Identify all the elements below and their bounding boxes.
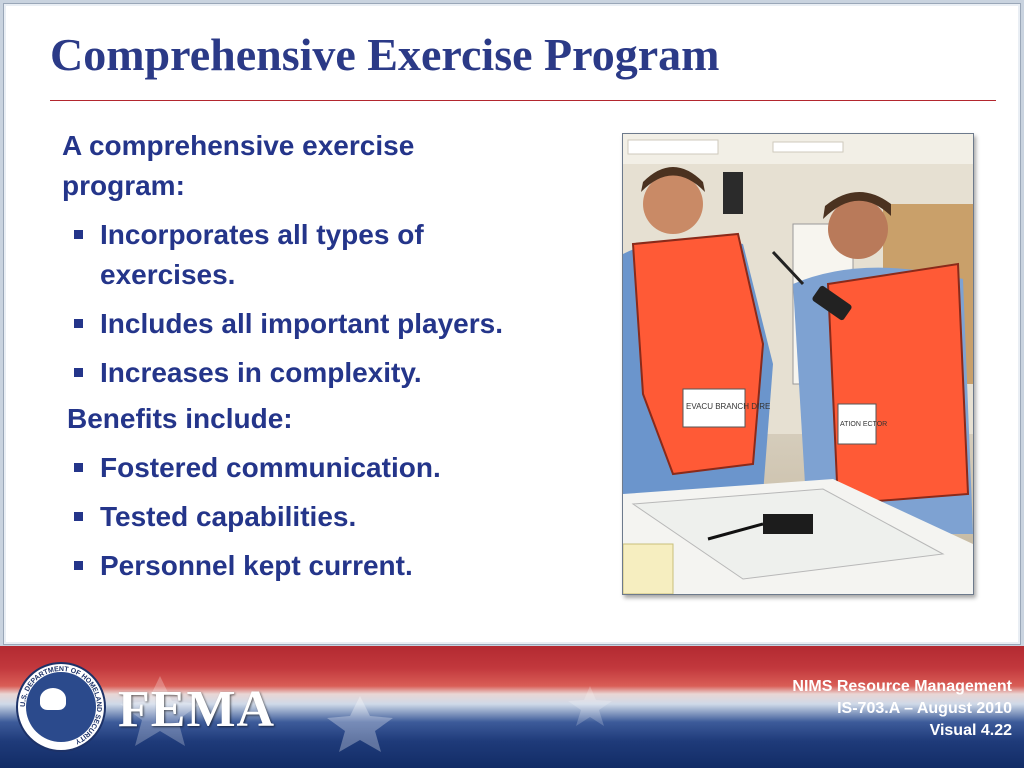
program-bullet bbox=[62, 215, 532, 295]
square-bullet-icon bbox=[74, 368, 83, 377]
square-bullet-icon bbox=[74, 561, 83, 570]
slide-content bbox=[62, 126, 532, 586]
benefit-bullet bbox=[62, 448, 532, 488]
benefits-heading: Benefits include: bbox=[67, 403, 293, 434]
title-divider bbox=[50, 100, 996, 101]
fema-logo: FEMA bbox=[118, 681, 276, 738]
program-bullet bbox=[62, 353, 532, 393]
footer-course-title: NIMS Resource Management bbox=[792, 678, 1012, 695]
exercise-photo bbox=[622, 133, 974, 595]
program-bullet bbox=[62, 304, 532, 344]
vest-badge-left: EVACU BRANCH DIRE bbox=[686, 402, 771, 411]
bullet-text: Includes all important players. bbox=[100, 308, 504, 339]
slide-title: Comprehensive Exercise Program bbox=[50, 29, 720, 80]
bullet-text: Incorporates all types of exercises. bbox=[100, 219, 424, 290]
benefit-bullet bbox=[62, 497, 532, 537]
square-bullet-icon bbox=[74, 230, 83, 239]
square-bullet-icon bbox=[74, 319, 83, 328]
bullet-text: Increases in complexity. bbox=[100, 357, 422, 388]
svg-text:U.S. DEPARTMENT OF HOMELAND SE bbox=[20, 666, 102, 745]
footer-course-code: IS-703.A – August 2010 bbox=[837, 700, 1012, 717]
dhs-seal bbox=[16, 662, 106, 752]
footer-caption bbox=[792, 676, 1012, 742]
intro-text: A comprehensive exercise program: bbox=[62, 130, 415, 201]
seal-text: U.S. DEPARTMENT OF HOMELAND SECURITY bbox=[19, 665, 103, 745]
program-bullet-list bbox=[62, 215, 532, 393]
benefit-bullet bbox=[62, 546, 532, 586]
bullet-text: Tested capabilities. bbox=[100, 501, 357, 532]
square-bullet-icon bbox=[74, 512, 83, 521]
vest-badge-right: ATION ECTOR bbox=[840, 421, 888, 428]
bullet-text: Personnel kept current. bbox=[100, 550, 413, 581]
square-bullet-icon bbox=[74, 463, 83, 472]
footer-visual-number: Visual 4.22 bbox=[929, 722, 1012, 739]
bullet-text: Fostered communication. bbox=[100, 452, 441, 483]
benefit-bullet-list bbox=[62, 448, 532, 586]
